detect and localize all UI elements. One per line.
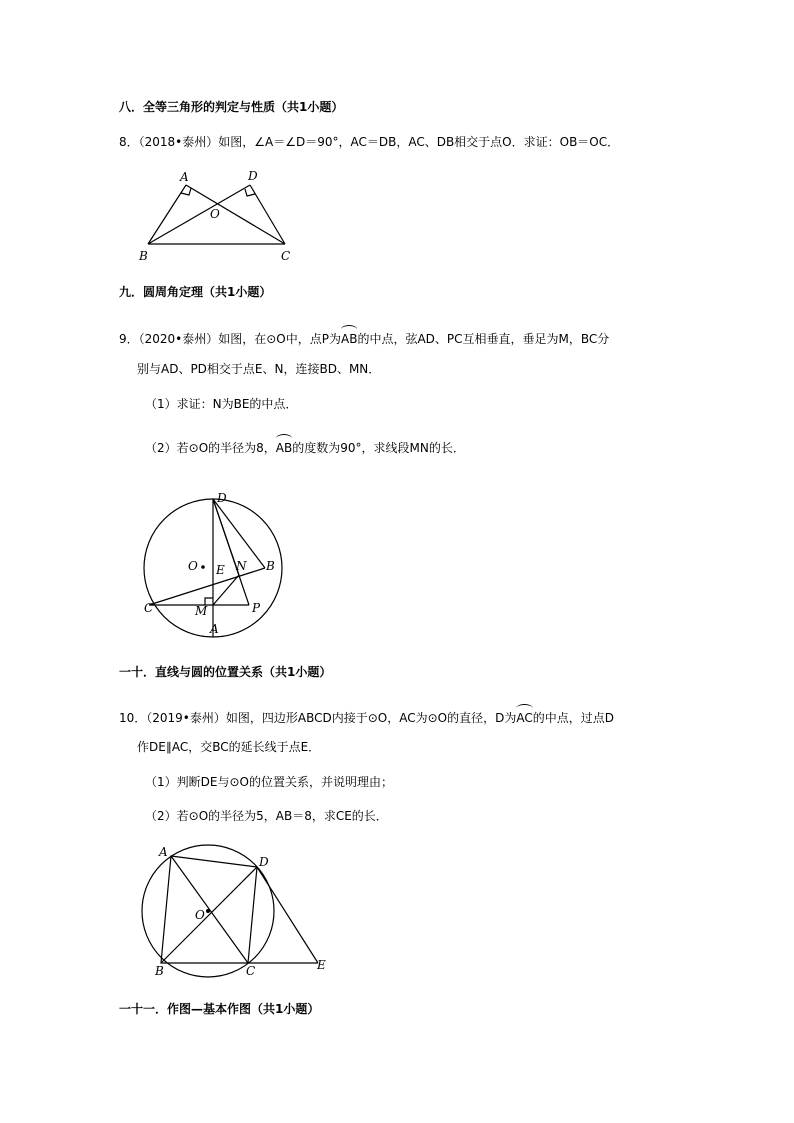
question-9-line2: 别与AD、PD相交于点E、N，连接BD、MN． — [137, 362, 381, 376]
label-A: A — [180, 170, 189, 184]
label-N: N — [236, 559, 247, 573]
question-10-part1: （1）判断DE与⊙O的位置关系，并说明理由； — [145, 775, 393, 789]
question-10-line2: 作DE∥AC，交BC的延长线于点E． — [137, 740, 321, 754]
label-E: E — [317, 958, 326, 972]
question-10-text: 10．（2019•泰州）如图，四边形ABCD内接于⊙O，AC为⊙O的直径，D为AC的中点，过点D — [119, 711, 614, 725]
label-B: B — [139, 249, 148, 263]
label-O: O — [195, 908, 205, 922]
label-C: C — [144, 601, 154, 615]
label-D: D — [259, 855, 269, 869]
section-heading-9: 九．圆周角定理（共1小题） — [119, 285, 272, 299]
figure-q10 — [140, 842, 340, 977]
label-O: O — [188, 559, 198, 573]
question-9-part2: （2）若⊙O的半径为8，AB的度数为90°，求线段MN的长． — [145, 441, 465, 455]
label-D: D — [217, 491, 227, 505]
question-10-part2: （2）若⊙O的半径为5，AB＝8，求CE的长． — [145, 809, 388, 823]
label-M: M — [195, 604, 208, 618]
question-9-text: 9．（2020•泰州）如图，在⊙O中，点P为AB的中点，弦AD、PC互相垂直，垂足为M，BC分 — [119, 332, 610, 346]
label-E: E — [216, 563, 225, 577]
arc-AB-2: AB — [275, 441, 293, 455]
label-B: B — [266, 559, 275, 573]
section-heading-11: 一十一．作图—基本作图（共1小题） — [119, 1002, 320, 1016]
label-A: A — [159, 845, 168, 859]
label-A: A — [210, 622, 219, 636]
label-D: D — [248, 169, 258, 183]
section-heading-8: 八．全等三角形的判定与性质（共1小题） — [119, 100, 344, 114]
arc-AC: AC — [516, 711, 533, 725]
label-C: C — [246, 964, 256, 978]
figure-q8 — [130, 165, 310, 265]
label-P: P — [252, 601, 261, 615]
figure-q9 — [130, 488, 290, 648]
label-C: C — [281, 249, 291, 263]
section-heading-10: 一十．直线与圆的位置关系（共1小题） — [119, 665, 332, 679]
label-O: O — [210, 207, 220, 221]
question-9-part1: （1）求证：N为BE的中点． — [145, 397, 298, 411]
question-8-text: 8．（2018•泰州）如图，∠A＝∠D＝90°，AC＝DB，AC、DB相交于点O．求证：OB＝OC． — [119, 135, 620, 149]
arc-AB: AB — [341, 332, 358, 346]
label-B: B — [155, 964, 164, 978]
